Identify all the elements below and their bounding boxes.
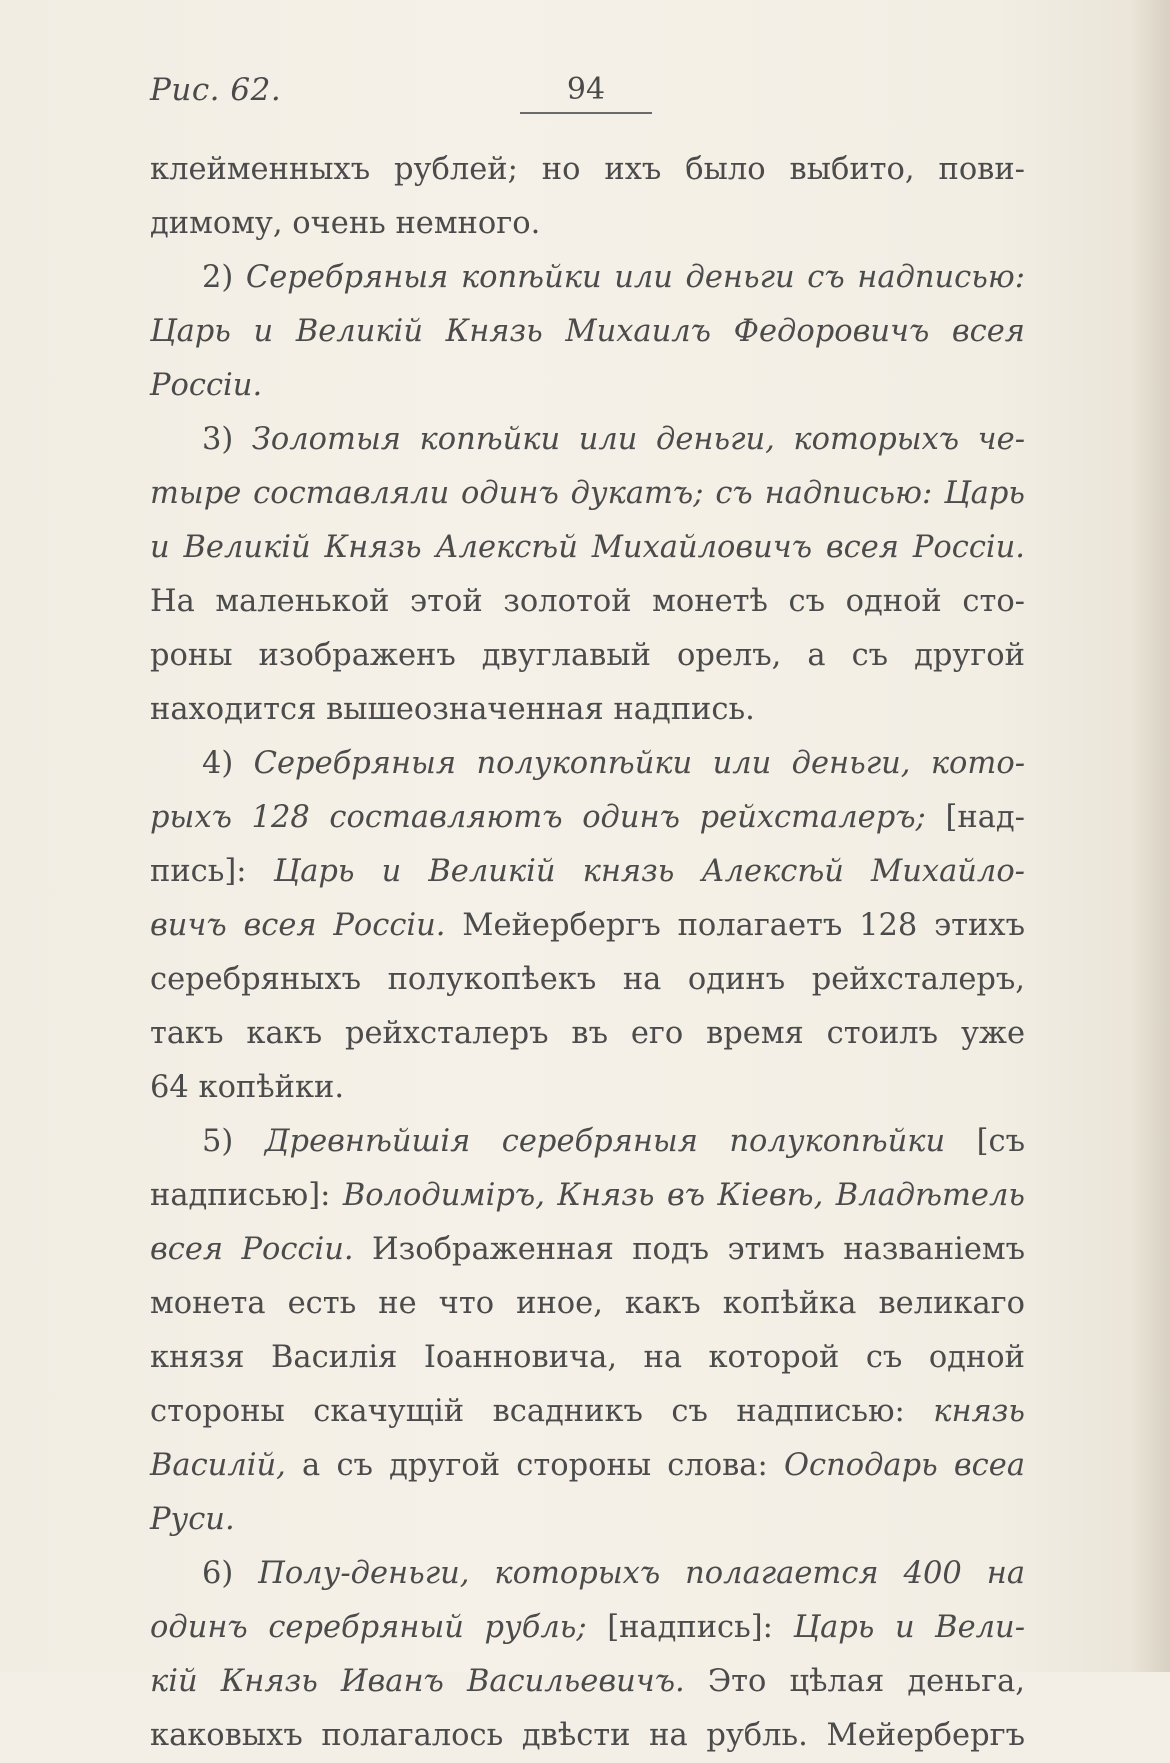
text-line [150, 1169, 1025, 1223]
italic-text-segment: Царь и Великій князь Алексѣй Михайло- [273, 854, 1025, 889]
text-line [150, 1277, 1025, 1331]
text-line [150, 629, 1025, 683]
text-line [150, 1061, 1025, 1115]
text-segment: 2) [202, 260, 246, 295]
text-line [150, 1331, 1025, 1385]
text-segment: 6) [202, 1556, 259, 1591]
italic-text-segment: Полу-деньги, которыхъ полагается 400 на [258, 1556, 1026, 1591]
italic-text-segment: кій Князь Иванъ Васильевичъ. [150, 1664, 685, 1699]
text-segment: монета есть не что иное, какъ копѣйка великаго [150, 1286, 1025, 1321]
text-segment: такъ какъ рейхсталеръ въ его время стоилъ уже [150, 1016, 1025, 1051]
italic-text-segment: Царь и Великій Князь Михаилъ Федоровичъ всея [150, 314, 1025, 349]
italic-text-segment: Серебряныя копѣйки или деньги съ надписью: [245, 260, 1025, 295]
text-line [150, 305, 1025, 359]
italic-text-segment: вичъ всея Россіи. [150, 908, 446, 943]
text-segment: 3) [202, 422, 252, 457]
page-number-rule [520, 112, 652, 114]
text-segment: 64 копѣйки. [150, 1070, 345, 1105]
text-segment: роны изображенъ двуглавый орелъ, а съ другой [150, 638, 1025, 673]
italic-text-segment: Царь и Вели- [793, 1610, 1025, 1645]
text-segment: каковыхъ полагалось двѣсти на рубль. Мейербергъ [150, 1718, 1025, 1753]
text-line [150, 197, 1025, 251]
italic-text-segment: Древнѣйшія серебряныя полукопѣйки [264, 1124, 946, 1159]
text-line [150, 1385, 1025, 1439]
text-segment: пись]: [150, 854, 274, 889]
text-segment: надписью]: [150, 1178, 343, 1213]
italic-text-segment: рыхъ 128 составляютъ одинъ рейхсталеръ; [150, 800, 926, 835]
text-line [150, 1007, 1025, 1061]
text-segment: клейменныхъ рублей; но ихъ было выбито, пови- [150, 152, 1025, 187]
text-line [150, 845, 1025, 899]
text-segment: [над- [925, 800, 1025, 835]
text-line [150, 737, 1025, 791]
figure-label: Рис. 62. [150, 72, 282, 108]
text-line [150, 359, 1025, 413]
italic-text-segment: Осподарь всеа [783, 1448, 1026, 1483]
italic-text-segment: Россіи. [150, 368, 263, 403]
body-text [150, 143, 1025, 1763]
text-segment: [надпись]: [586, 1610, 794, 1645]
italic-text-segment: и Великій Князь Алексѣй Михайловичъ всея Россіи. [150, 530, 1025, 565]
text-line [150, 1601, 1025, 1655]
text-line [150, 1115, 1025, 1169]
text-segment: стороны скачущій всадникъ съ надписью: [150, 1394, 934, 1429]
text-line [150, 1709, 1025, 1763]
text-line [150, 1655, 1025, 1709]
text-segment: серебряныхъ полукопѣекъ на одинъ рейхсталеръ, [150, 962, 1025, 997]
text-line [150, 953, 1025, 1007]
text-line [150, 521, 1025, 575]
italic-text-segment: всея Россіи. [150, 1232, 354, 1267]
text-segment: [съ [945, 1124, 1025, 1159]
text-line [150, 251, 1025, 305]
text-segment: Это цѣлая деньга, [684, 1664, 1025, 1699]
italic-text-segment: Руси. [150, 1502, 235, 1537]
text-line [150, 1439, 1025, 1493]
text-line [150, 1493, 1025, 1547]
text-line [150, 899, 1025, 953]
italic-text-segment: князь [933, 1394, 1025, 1429]
page-header [150, 70, 1025, 114]
italic-text-segment: тыре составляли одинъ дукатъ; съ надписью: Царь [150, 476, 1025, 511]
text-segment: 5) [202, 1124, 265, 1159]
text-segment: Мейербергъ полагаетъ 128 этихъ [445, 908, 1025, 943]
page-edge-shadow [1130, 0, 1170, 1672]
text-line [150, 791, 1025, 845]
text-line [150, 1223, 1025, 1277]
text-segment: 4) [202, 746, 254, 781]
italic-text-segment: Золотыя копѣйки или деньги, которыхъ че- [251, 422, 1026, 457]
text-line [150, 467, 1025, 521]
text-line [150, 143, 1025, 197]
italic-text-segment: Серебряныя полукопѣйки или деньги, кото- [253, 746, 1025, 781]
text-segment: находится вышеозначенная надпись. [150, 692, 755, 727]
text-line [150, 413, 1025, 467]
text-line [150, 683, 1025, 737]
italic-text-segment: Василій, [150, 1448, 286, 1483]
text-segment: димому, очень немного. [150, 206, 541, 241]
text-line [150, 575, 1025, 629]
text-segment: князя Василія Іоанновича, на которой съ одной [150, 1340, 1025, 1375]
text-segment: а съ другой стороны слова: [285, 1448, 784, 1483]
text-segment: Изображенная подъ этимъ названіемъ [353, 1232, 1025, 1267]
text-line [150, 1547, 1025, 1601]
page-number: 94 [566, 72, 606, 107]
text-segment: На маленькой этой золотой монетѣ съ одной сто- [150, 584, 1025, 619]
italic-text-segment: одинъ серебряный рубль; [150, 1610, 587, 1645]
italic-text-segment: Володиміръ, Князь въ Кіевѣ, Владѣтель [342, 1178, 1025, 1213]
